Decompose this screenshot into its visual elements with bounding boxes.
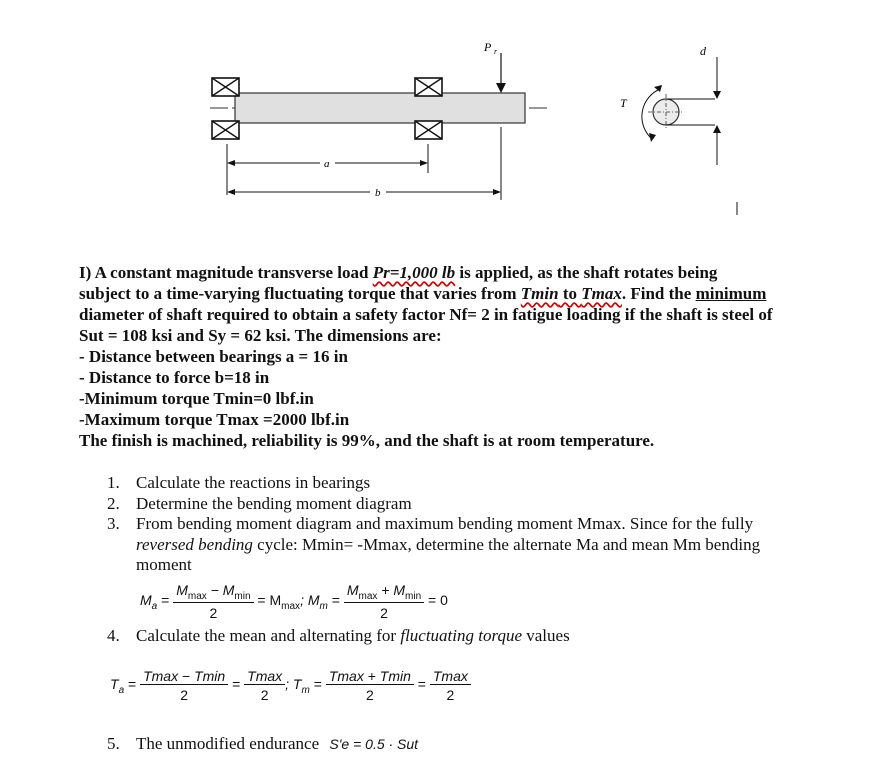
diameter-label: d [700,44,706,58]
eq1-lhs: M [140,592,152,609]
equation-moment: $M_a$ = $\frac{M_{max} - M_{min}}{2}$ = $M_{max}$; $M_m$ = $\frac{M_{max} + M_{min}}{2}$ = 0 [140,582,448,621]
eq2-fraction-2 [244,668,285,703]
problem-statement [79,262,859,451]
step-4 [107,626,867,647]
eq1-result: = 0 [428,592,448,609]
tmin-symbol: Tmin [520,284,559,303]
finish-line: The finish is machined, reliability is 99%, and the shaft is at room temperature. [79,431,655,450]
equation-torque: $T_a$ = $\frac{Tmax - Tmin}{2}$ = $\frac{Tmax}{2}$ ; $T_m$ = $\frac{Tmax + Tmin}{2}$ = $\frac{Tmax}{2}$ [110,668,471,703]
cross-section [642,57,721,165]
step-text: Calculate the mean and alternating for [136,626,401,645]
shaft-body [235,93,525,123]
steps-list [107,473,867,576]
load-label-sub: r [494,47,498,56]
step-number: 2. [107,493,120,513]
shaft-diagram [190,35,810,215]
eq2-tmax: Tmax [143,668,179,684]
fluctuating-torque-italic: fluctuating torque [400,626,523,645]
eq1-num2: M [346,582,359,598]
eq1-fraction-2 [344,582,424,621]
step-number: 3. [107,514,120,533]
dimension-4: -Maximum torque Tmax =2000 lbf.in [79,410,350,429]
dimension-2: - Distance to force b=18 in [79,368,270,387]
eq1-sub-min2: min [405,590,422,602]
step-text-rest: cycle: Mmin= -Mmax, determine the alternate Ma and mean Mm bending [252,534,761,554]
eq2-lhs: T [110,676,119,693]
eq2-tmin: Tmin [194,668,226,684]
problem-line-3: diameter of shaft required to obtain a safety factor Nf= 2 in fatigue loading if the shaft is steel of [79,305,773,324]
step-text-end: values [522,626,570,645]
list-item [107,514,867,576]
list-item [107,734,867,755]
eq2-m-sub: m [301,685,310,696]
eq2-den: 2 [180,687,189,703]
eq1-sub-max2: max [358,590,378,602]
eq1-mid: = M [257,592,282,609]
eq1-mid-sub: max [281,600,301,612]
eq1-minus: − M [206,582,235,598]
tmax-symbol: Tmax [581,284,622,303]
label-b: b [375,187,381,199]
eq1-fraction-1 [173,582,253,621]
eq2-tmax-4: Tmax [432,668,468,684]
eq1-den: 2 [209,604,218,621]
step-text: From bending moment diagram and maximum bending moment Mmax. Since for the fully [136,514,754,533]
step-text: Calculate the reactions in bearings [136,473,371,492]
eq1-num: M [176,582,188,598]
problem-line-2-mid: . Find the [621,284,696,303]
eq1-lhs-sub: a [151,600,158,612]
step-number: 5. [107,734,120,753]
eq2-fraction-1: $\frac{Tmax - Tmin}{2}$ [140,668,228,703]
list-item [107,494,867,515]
eq1-sub-max: max [187,590,207,602]
load-expression: Pr=1,000 lb [372,263,456,282]
eq2-fraction-3: $\frac{Tmax + Tmin}{2}$ [326,668,414,703]
step-text-line2 [136,535,867,556]
step-number: 4. [107,626,120,645]
eq1-plus: + M [377,582,406,598]
to-word: to [558,284,582,303]
eq2-tmax-2: Tmax [247,668,283,684]
step-text: Determine the bending moment diagram [136,493,412,513]
dimension-1: - Distance between bearings a = 16 in [79,347,348,366]
eq2-den-3: 2 [365,687,374,703]
problem-line-1-end: is applied, as the shaft rotates being [455,263,718,282]
label-a: a [324,158,330,170]
eq2-den-2: 2 [260,687,269,703]
load-arrow [496,53,506,93]
problem-line-1-start: I) A constant magnitude transverse load [79,263,373,282]
problem-line-2-start: subject to a time-varying fluctuating torque that varies from [79,284,521,303]
endurance-equation: S'e = 0.5 · Sut [329,736,419,752]
step-5 [107,734,867,755]
dimension-3: -Minimum torque Tmin=0 lbf.in [79,389,314,408]
eq2-den-4: 2 [446,687,455,703]
step-text-line3: moment [136,555,192,574]
eq1-sub-min: min [234,590,251,602]
eq2-tmin-3: Tmin [379,668,411,684]
step-number: 1. [107,473,120,492]
problem-line-4: Sut = 108 ksi and Sy = 62 ksi. The dimensions are: [79,326,442,345]
eq1-m-sub: m [319,600,328,612]
reversed-bending-italic: reversed bending [136,534,253,554]
minimum-word: minimum [695,284,767,303]
eq2-lhs-sub: a [118,685,125,696]
eq2-tmax-3: Tmax [328,668,364,684]
eq1-sep: ; M [300,592,320,609]
problem-line-1 [79,262,859,283]
eq1-den2: 2 [380,604,388,621]
eq2-sep: ; T [285,676,302,693]
step-text: The unmodified endurance [136,734,320,753]
list-item [107,626,867,647]
eq2-fraction-4 [430,668,471,703]
problem-line-2 [79,283,859,304]
torque-label: T [620,96,627,110]
load-label: P [484,40,492,54]
list-item [107,473,867,494]
